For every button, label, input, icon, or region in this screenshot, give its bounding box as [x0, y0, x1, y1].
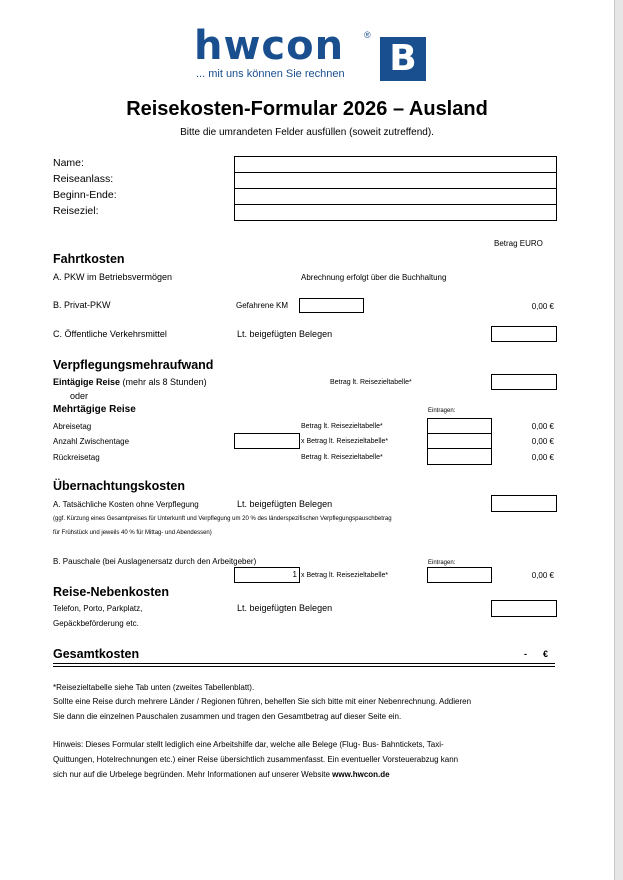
eintaegig-rest: (mehr als 8 Stunden) — [120, 377, 207, 387]
nebenkosten-field[interactable] — [491, 600, 557, 617]
zwischentage-label: Anzahl Zwischentage — [53, 437, 130, 446]
oder-label: oder — [70, 391, 89, 401]
oepnv-note: Lt. beigefügten Belegen — [237, 329, 333, 339]
uebernachtung-a-field[interactable] — [491, 495, 557, 512]
logo-brand: hwcon — [194, 23, 345, 69]
rueckreisetag-label: Rückreisetag — [53, 453, 100, 462]
gesamtkosten-label: Gesamtkosten — [53, 647, 140, 661]
page-subtitle: Bitte die umrandeten Felder ausfüllen (soweit zutreffend). — [180, 127, 434, 138]
reiseziel-label: Reiseziel: — [53, 205, 99, 217]
page-title: Reisekosten-Formular 2026 – Ausland — [126, 98, 488, 120]
abreisetag-note: Betrag lt. Reisezieltabelle* — [301, 423, 383, 430]
rueckreisetag-amount: 0,00 € — [531, 453, 554, 462]
nebenkosten-heading: Reise-Nebenkosten — [53, 585, 170, 599]
pkw-betrieb-label: A. PKW im Betriebsvermögen — [53, 272, 173, 282]
reiseanlass-label: Reiseanlass: — [53, 173, 114, 185]
pkw-betrieb-note: Abrechnung erfolgt über die Buchhaltung — [301, 273, 447, 282]
reiseziel-field[interactable] — [234, 204, 557, 221]
uebernachtung-detail-1: (ggf. Kürzung eines Gesamtpreises für Unterkunft und Verpflegung um 20 % des länderspezifischen Verpflegungspauschbetrag — [53, 516, 392, 522]
nebenkosten-note: Lt. beigefügten Belegen — [237, 603, 333, 613]
gesamtkosten-currency: € — [543, 649, 549, 659]
eintaegig-bold: Eintägige Reise — [53, 377, 121, 387]
pauschale-amount: 0,00 € — [531, 571, 554, 580]
beginn-ende-label: Beginn-Ende: — [53, 189, 117, 201]
name-field[interactable] — [234, 156, 557, 173]
reiseanlass-field[interactable] — [234, 172, 557, 189]
eintaegig-field[interactable] — [491, 374, 557, 390]
footnote-reisezieltabelle: *Reisezieltabelle siehe Tab unten (zweites Tabellenblatt). — [53, 683, 255, 692]
column-header-betrag: Betrag EURO — [494, 239, 543, 248]
page-edge — [614, 0, 623, 880]
name-label: Name: — [53, 157, 84, 169]
oepnv-field[interactable] — [491, 326, 557, 342]
mehrtaegig-label: Mehrtägige Reise — [53, 404, 136, 415]
logo-tagline: ... mit uns können Sie rechnen — [196, 68, 345, 80]
gefahrene-km-field[interactable] — [299, 298, 364, 313]
nebenkosten-label-1: Telefon, Porto, Parkplatz, — [53, 604, 143, 613]
eintaegig-note: Betrag lt. Reisezieltabelle* — [330, 379, 412, 386]
zwischentage-amount: 0,00 € — [531, 437, 554, 446]
zwischentage-count-field[interactable] — [234, 433, 300, 449]
footnote-laender-2: Sie dann die einzelnen Pauschalen zusammen und tragen den Gesamtbetrag auf dieser Seite ein. — [53, 712, 402, 721]
footnote-laender-1: Sollte eine Reise durch mehrere Länder / Regionen führen, behelfen Sie sich bitte mit einer Nebenrechnung. Addieren — [53, 697, 472, 706]
pauschale-note: x Betrag lt. Reisezieltabelle* — [301, 572, 389, 579]
hinweis-3-text: sich nur auf die Urbelege begründen. Mehr Informationen auf unserer Website — [53, 770, 333, 779]
gesamtkosten-double-underline — [53, 663, 555, 667]
hinweis-3 — [53, 770, 390, 779]
rueckreisetag-note: Betrag lt. Reisezieltabelle* — [301, 454, 383, 461]
pauschale-eintragen-label: Eintragen: — [428, 560, 456, 566]
privat-pkw-label: B. Privat-PKW — [53, 300, 111, 310]
uebernachtung-a-note: Lt. beigefügten Belegen — [237, 499, 333, 509]
beginn-ende-field[interactable] — [234, 188, 557, 205]
pauschale-count-field[interactable]: 1 — [234, 567, 300, 583]
abreisetag-label: Abreisetag — [53, 422, 92, 431]
pauschale-label: B. Pauschale (bei Auslagenersatz durch den Arbeitgeber) — [53, 557, 257, 566]
abreisetag-amount: 0,00 € — [531, 422, 554, 431]
gefahrene-km-label: Gefahrene KM — [236, 301, 289, 310]
eintragen-label: Eintragen: — [428, 408, 456, 414]
uebernachtung-a-label: A. Tatsächliche Kosten ohne Verpflegung — [53, 500, 199, 509]
logo-registered: ® — [364, 30, 371, 40]
website-link[interactable]: www.hwcon.de — [332, 770, 390, 779]
uebernachtung-detail-2: für Frühstück und jeweils 40 % für Mittag- und Abendessen) — [53, 530, 212, 536]
logo-mark: B — [380, 37, 426, 81]
oepnv-label: C. Öffentliche Verkehrsmittel — [53, 329, 167, 339]
fahrtkosten-heading: Fahrtkosten — [53, 252, 125, 266]
hinweis-2: Quittungen, Hotelrechnungen etc.) einer Reise übersichtlich zusammenfasst. Ein eventueller Vorsteuerabzug kann — [53, 755, 459, 764]
zwischentage-note: x Betrag lt. Reisezieltabelle* — [301, 438, 389, 445]
privat-pkw-amount: 0,00 € — [531, 302, 554, 311]
eintaegig-label — [53, 377, 207, 387]
nebenkosten-label-2: Gepäckbeförderung etc. — [53, 619, 139, 628]
verpflegung-heading: Verpflegungsmehraufwand — [53, 358, 214, 372]
hinweis-1: Hinweis: Dieses Formular stellt lediglich eine Arbeitshilfe dar, welche alle Belege (Flug- Bus- Bahntickets, Taxi- — [53, 740, 444, 749]
gesamtkosten-amount: - — [524, 649, 527, 659]
uebernachtung-heading: Übernachtungskosten — [53, 479, 185, 493]
